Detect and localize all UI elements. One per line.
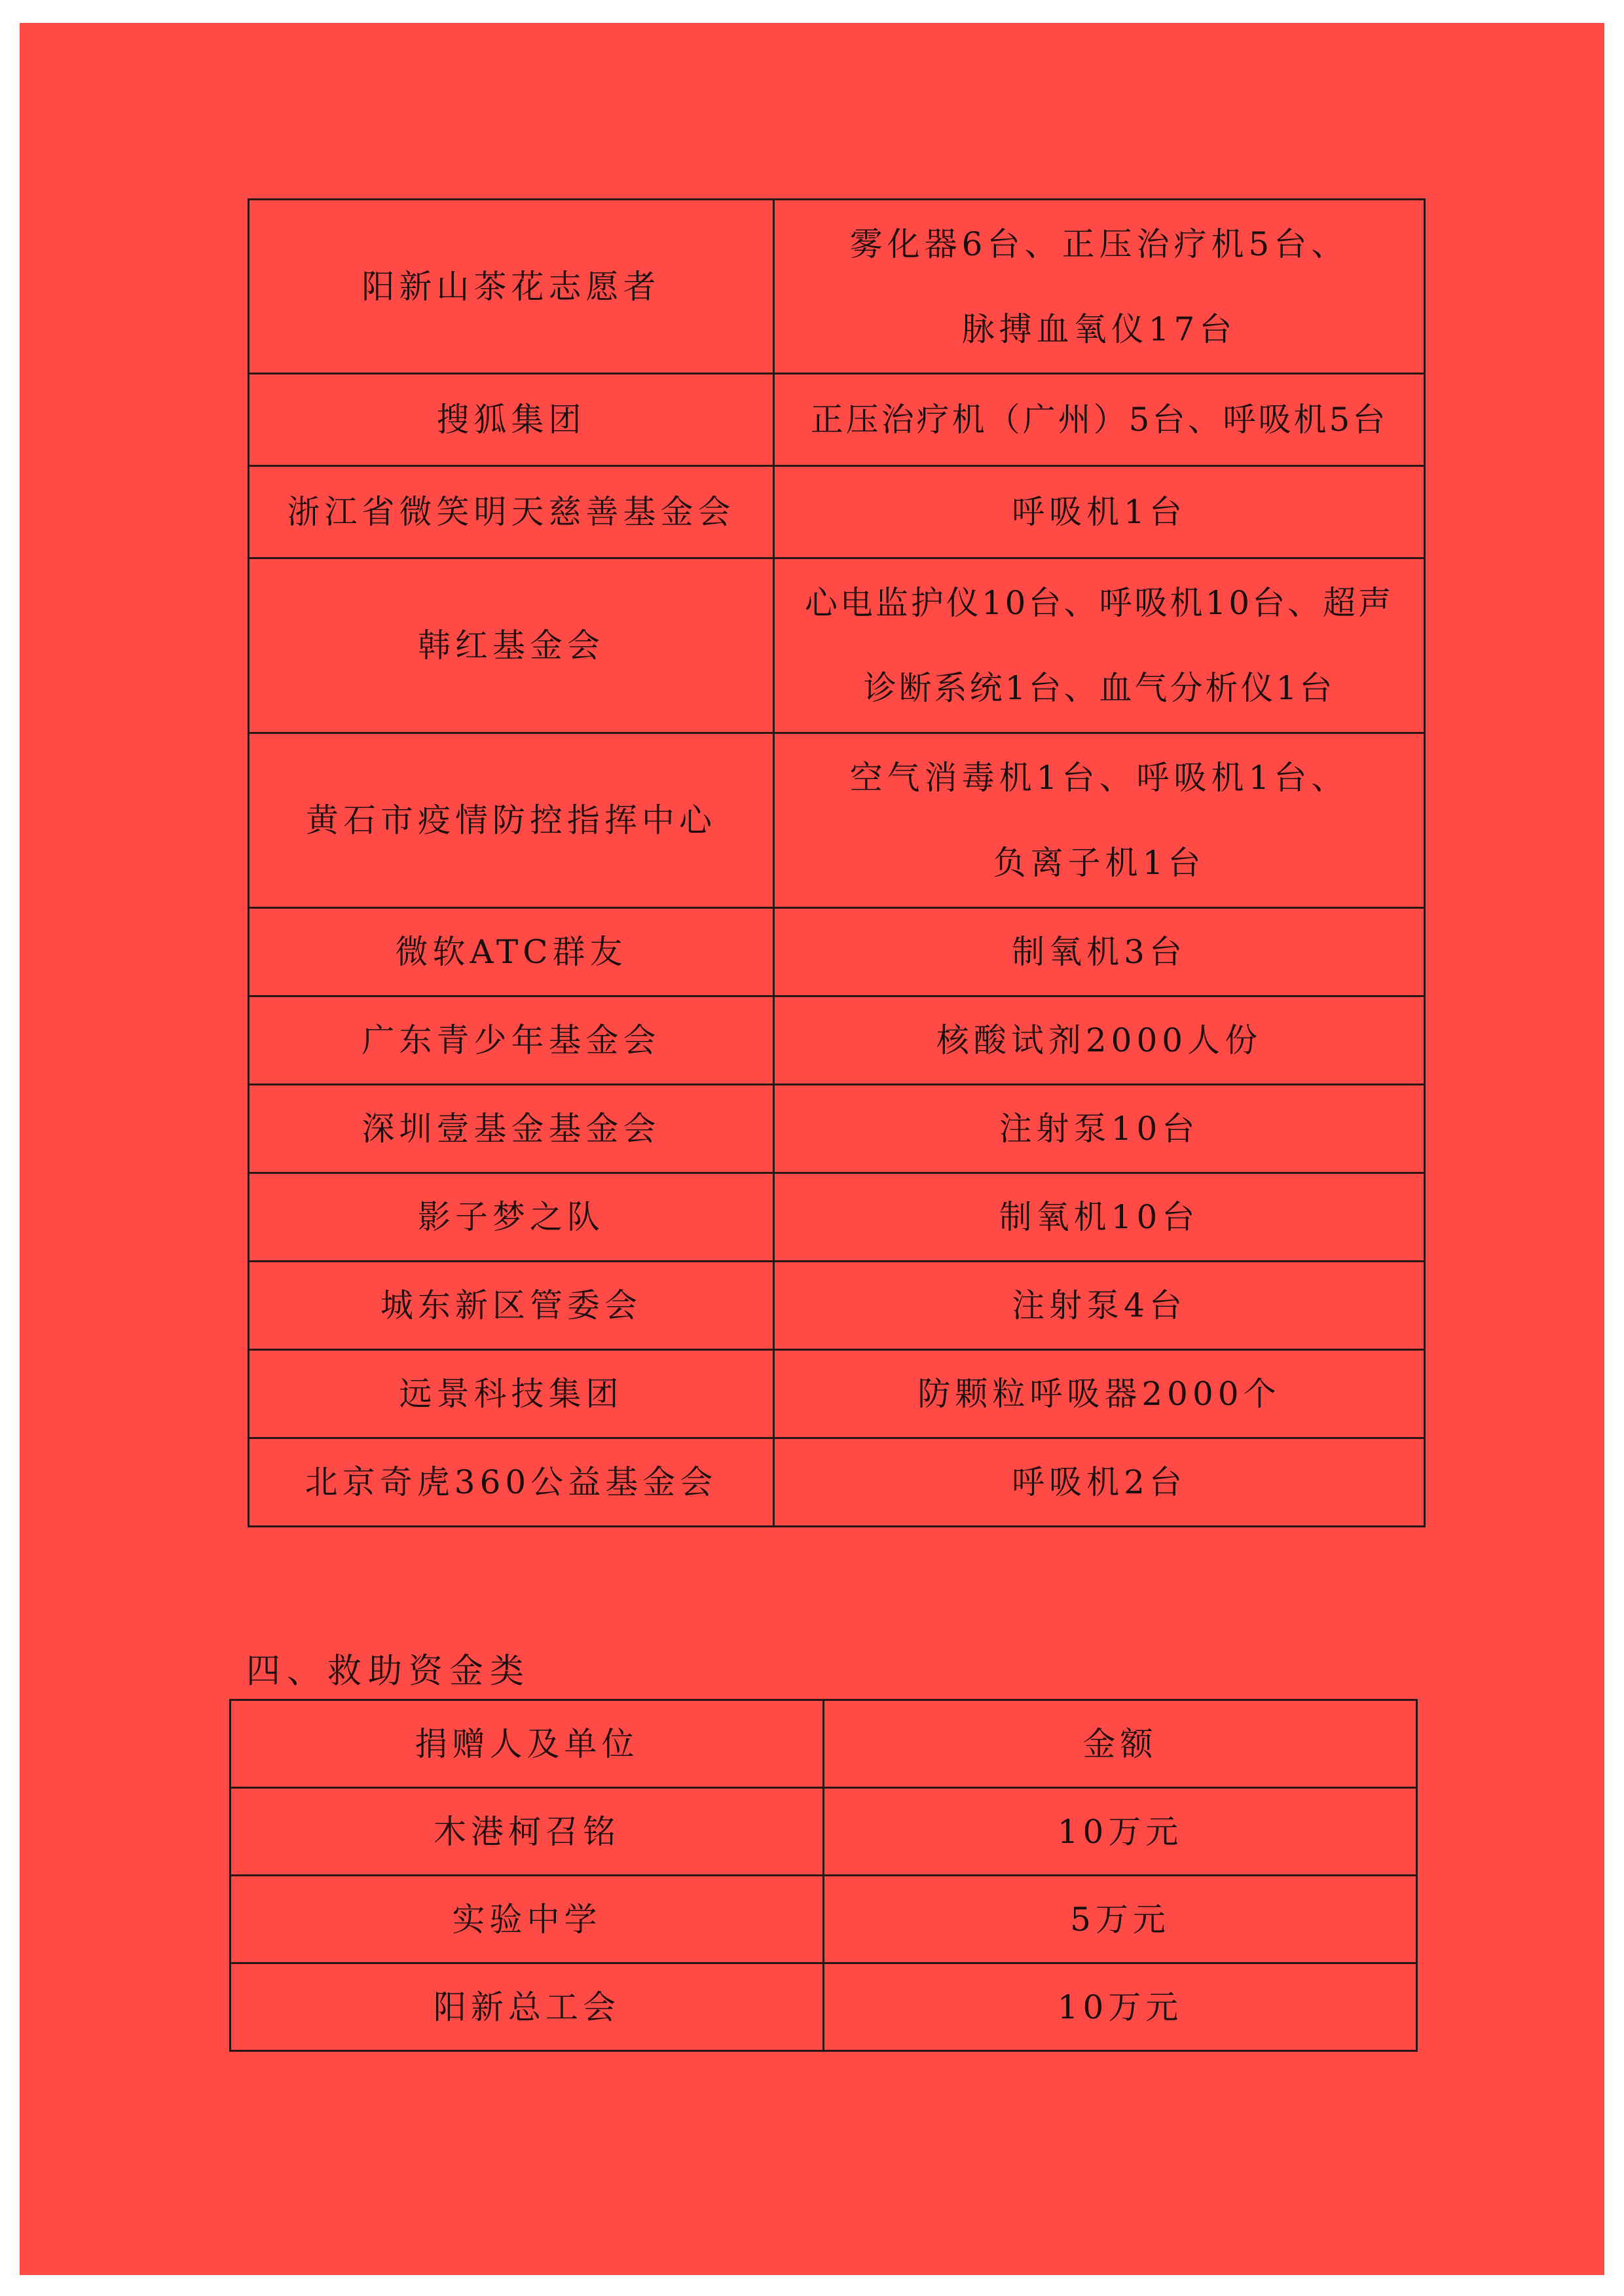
table-row: [249, 1173, 1425, 1262]
table-row: [231, 1788, 1417, 1876]
items-cell: 呼吸机2台: [774, 1438, 1425, 1527]
items-cell: 制氧机10台: [774, 1173, 1425, 1262]
fund-donation-table: [229, 1699, 1418, 2052]
amount-cell: 5万元: [824, 1876, 1417, 1963]
donor-cell: 木港柯召铭: [231, 1788, 824, 1876]
donor-cell: 城东新区管委会: [249, 1262, 774, 1350]
table-row: [249, 733, 1425, 908]
table-row: [249, 200, 1425, 374]
donor-cell: 阳新总工会: [231, 1963, 824, 2051]
donor-cell: 北京奇虎360公益基金会: [249, 1438, 774, 1527]
donor-cell: 影子梦之队: [249, 1173, 774, 1262]
items-cell: 心电监护仪10台、呼吸机10台、超声 诊断系统1台、血气分析仪1台: [774, 558, 1425, 733]
items-cell: 注射泵4台: [774, 1262, 1425, 1350]
donor-cell: 黄石市疫情防控指挥中心: [249, 733, 774, 908]
amount-cell: 10万元: [824, 1963, 1417, 2051]
items-cell: 呼吸机1台: [774, 466, 1425, 558]
items-cell: 核酸试剂2000人份: [774, 996, 1425, 1085]
document-page: [20, 23, 1604, 2275]
table-row: [249, 1085, 1425, 1173]
items-cell: 防颗粒呼吸器2000个: [774, 1350, 1425, 1438]
table-row: [249, 1438, 1425, 1527]
table-row: [249, 996, 1425, 1085]
items-cell: 正压治疗机（广州）5台、呼吸机5台: [774, 374, 1425, 466]
section-title: 四、救助资金类: [246, 1652, 531, 1691]
donor-cell: 浙江省微笑明天慈善基金会: [249, 466, 774, 558]
goods-donation-table: [248, 198, 1426, 1527]
donor-cell: 实验中学: [231, 1876, 824, 1963]
donor-cell: 微软ATC群友: [249, 908, 774, 996]
header-donor: 捐赠人及单位: [231, 1700, 824, 1788]
table-row: [249, 466, 1425, 558]
table-row: [249, 1350, 1425, 1438]
table-row: [249, 1262, 1425, 1350]
table-header-row: [231, 1700, 1417, 1788]
items-cell: 制氧机3台: [774, 908, 1425, 996]
table-row: [249, 374, 1425, 466]
items-cell: 空气消毒机1台、呼吸机1台、 负离子机1台: [774, 733, 1425, 908]
items-cell: 注射泵10台: [774, 1085, 1425, 1173]
amount-cell: 10万元: [824, 1788, 1417, 1876]
donor-cell: 韩红基金会: [249, 558, 774, 733]
table-row: [231, 1963, 1417, 2051]
header-amount: 金额: [824, 1700, 1417, 1788]
donor-cell: 广东青少年基金会: [249, 996, 774, 1085]
table-row: [249, 558, 1425, 733]
donor-cell: 阳新山茶花志愿者: [249, 200, 774, 374]
donor-cell: 深圳壹基金基金会: [249, 1085, 774, 1173]
table-row: [231, 1876, 1417, 1963]
donor-cell: 远景科技集团: [249, 1350, 774, 1438]
items-cell: 雾化器6台、正压治疗机5台、 脉搏血氧仪17台: [774, 200, 1425, 374]
table-row: [249, 908, 1425, 996]
donor-cell: 搜狐集团: [249, 374, 774, 466]
